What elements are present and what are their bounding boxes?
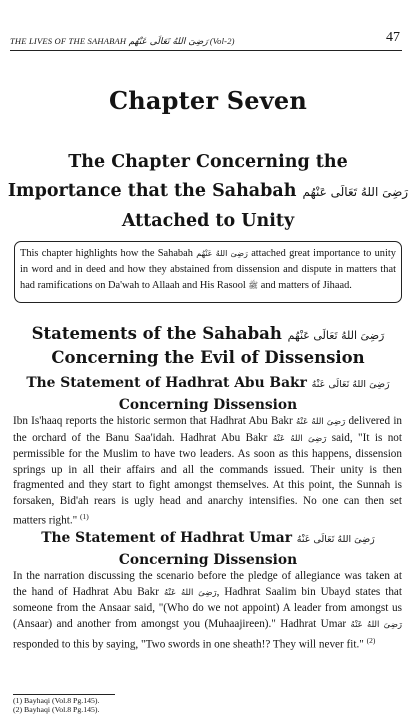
running-title-honorific: رَضِىَ اللهُ تَعَالَى عَنْهُم	[128, 37, 208, 47]
footnote-2: (2) Bayhaqi (Vol.8 Pg.145).	[13, 704, 100, 714]
subtitle-line-2: Importance that the Sahabah رَضِىَ اللهُ تَعَالَى عَنْهُم	[7, 181, 409, 201]
volume-label: (Vol-2)	[209, 36, 235, 46]
subtitle-line-1: The Chapter Concerning the	[68, 152, 348, 172]
paragraph-abu-bakr: Ibn Is'haaq reports the historic sermon that Hadhrat Abu Bakr رَضِىَ اللهُ عَنْهُ delivered in the orchard of the Banu Saa'idah. Hadhrat Abu Bakr رَضِىَ اللهُ عَنْهُ said, "It is not permissible for the Muslim to have two leaders. As soon as this happens, dissension springs up in all their affairs and all the commands issued. Their unity is then fragmented and they start to fight amongst themselves. At this point, the Sunnah is forsaken, Bid'ah rears is ugly head and anarchy intensifies. No one can then set matters right." $^{(1)}$	[13, 415, 403, 527]
sub1-honorific: رَضِىَ اللهُ تَعَالَى عَنْهُ	[311, 379, 390, 390]
page-number: 47	[386, 30, 400, 45]
section-honorific: رَضِىَ اللهُ تَعَالَى عَنْهُم	[287, 329, 385, 342]
sub2-honorific: رَضِىَ اللهُ تَعَالَى عَنْهُ	[296, 534, 375, 545]
footnote-1: (1) Bayhaqi (Vol.8 Pg.145).	[13, 696, 100, 705]
footnote-ref-2: (2)	[366, 636, 376, 645]
footnote-ref-1: (1)	[80, 512, 89, 521]
running-header	[10, 30, 402, 51]
chapter-subtitle	[0, 148, 416, 236]
paragraph-umar: In the narration discussing the scenario before the pledge of allegiance was taken at the hand of Hadhrat Abu Bakr رَضِىَ اللهُ عَنْهُ, Hadhrat Saalim bin Ubayd states that someone from the Ansaar said, "(Who do we not appoint) A leader from amongst us (Ansaar) and another from amongst you (Muhaajireen)." Hadhrat Umar رَضِىَ اللهُ عَنْهُ responded to this by saying, "Two swords in one sheath!? They will never fit." $^{(2)}$	[13, 570, 403, 651]
footnote-divider	[13, 694, 115, 695]
intro-honorific: رَضِىَ اللهُ عَنْهُم	[196, 249, 248, 258]
subtitle-line-3: Attached to Unity	[121, 211, 295, 231]
subtitle-honorific: رَضِىَ اللهُ تَعَالَى عَنْهُم	[302, 185, 409, 199]
subheading-abu-bakr: The Statement of Hadhrat Abu Bakr رَضِىَ اللهُ تَعَالَى عَنْهُ Concerning Dissension	[26, 375, 390, 413]
section-heading: Statements of the Sahabah رَضِىَ اللهُ تَعَالَى عَنْهُم Concerning the Evil of Dissension	[31, 324, 385, 367]
running-title: THE LIVES OF THE SAHABAH رَضِىَ اللهُ تَعَالَى عَنْهُم (Vol-2)	[10, 36, 235, 47]
intro-salutation: ﷺ	[248, 281, 259, 290]
footnotes	[13, 697, 313, 714]
subheading-umar: The Statement of Hadhrat Umar رَضِىَ اللهُ تَعَالَى عَنْهُ Concerning Dissension	[41, 530, 375, 568]
chapter-intro-box: This chapter highlights how the Sahabah رَضِىَ اللهُ عَنْهُم attached great importance to unity in word and in deed and how they abstained from dissension and dispute in matters that had ramifications on Da'wah to Allaah and His Rasool ﷺ and matters of Jihaad.	[14, 241, 402, 303]
chapter-title: Chapter Seven	[108, 86, 308, 115]
